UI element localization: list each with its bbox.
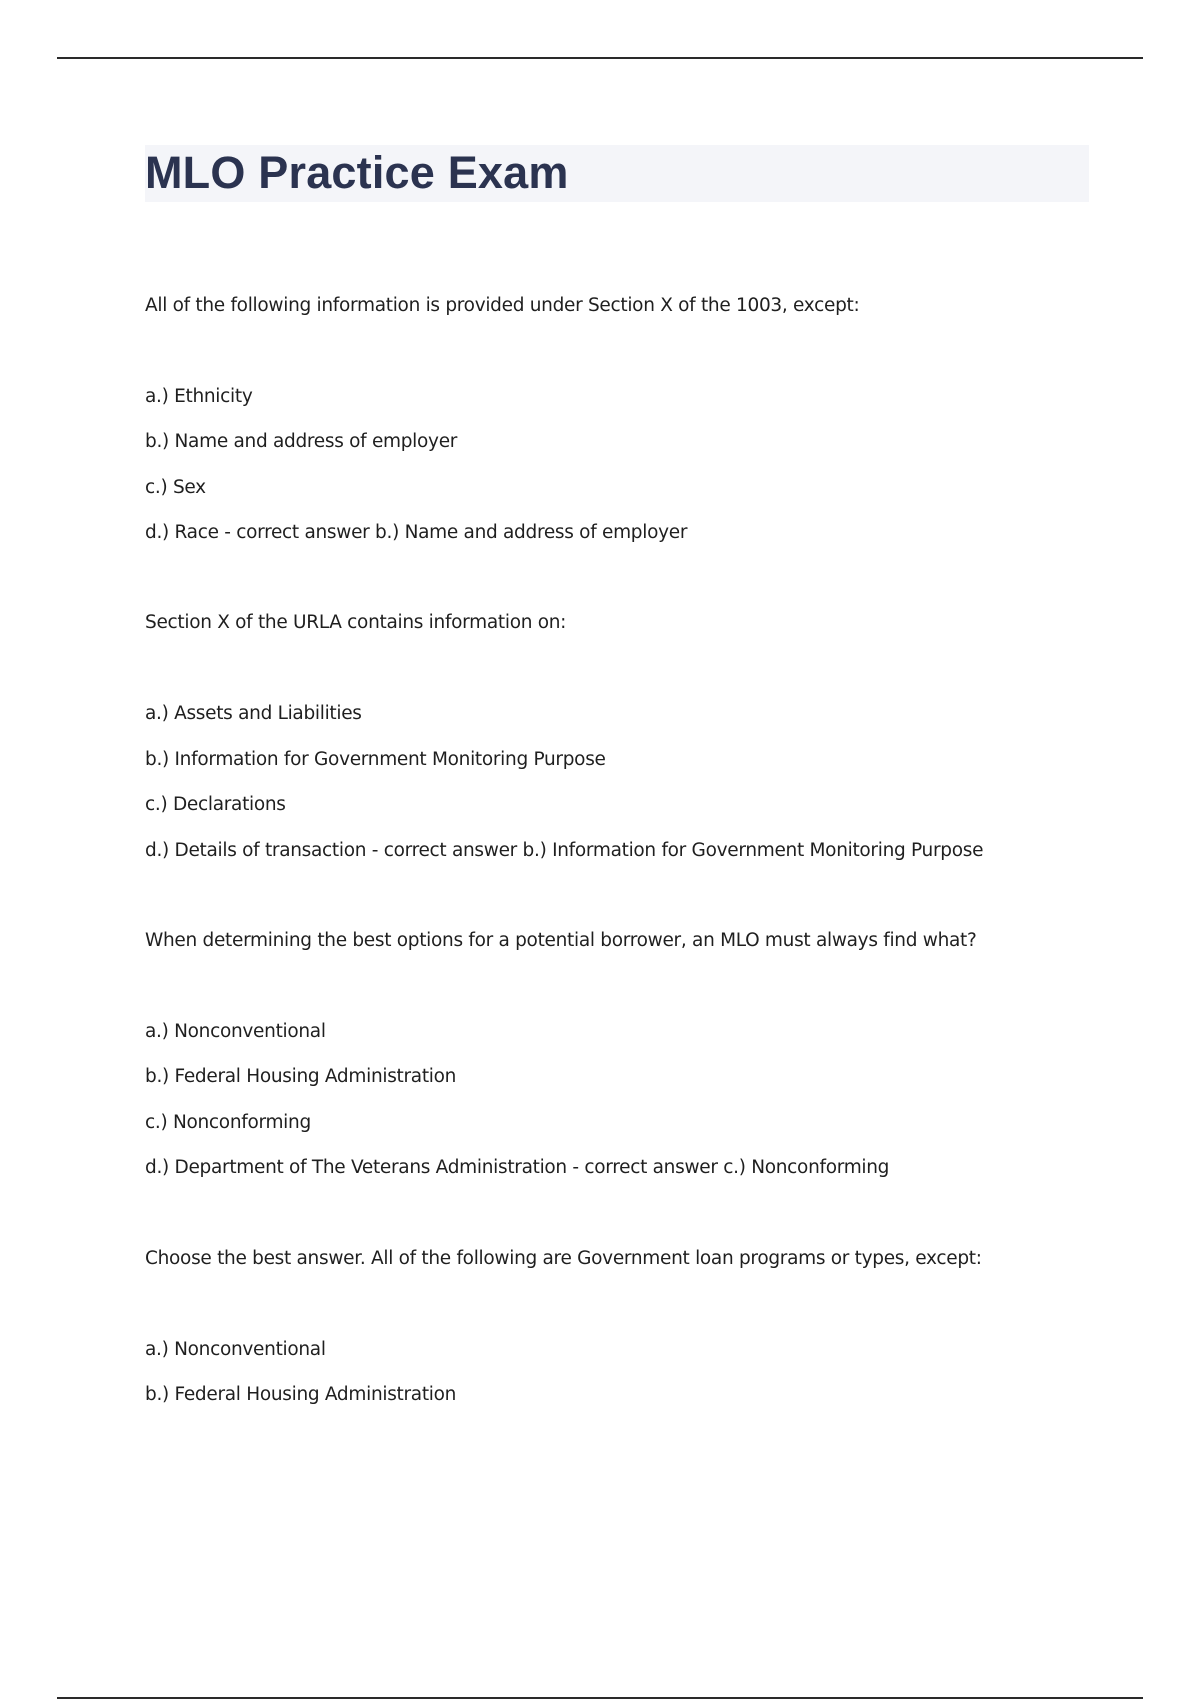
question-4-option-b: b.) Federal Housing Administration bbox=[145, 1384, 457, 1405]
question-4-prompt: Choose the best answer. All of the following are Government loan programs or types, except: bbox=[145, 1248, 982, 1269]
question-3-option-a: a.) Nonconventional bbox=[145, 1021, 326, 1042]
question-2-option-b: b.) Information for Government Monitoring Purpose bbox=[145, 749, 606, 770]
question-3-option-b: b.) Federal Housing Administration bbox=[145, 1066, 457, 1087]
question-3-prompt: When determining the best options for a potential borrower, an MLO must always find what? bbox=[145, 930, 977, 951]
question-2-option-d: d.) Details of transaction - correct answer b.) Information for Government Monitoring Purpose bbox=[145, 840, 984, 861]
question-1-option-a: a.) Ethnicity bbox=[145, 386, 253, 407]
question-2-option-a: a.) Assets and Liabilities bbox=[145, 703, 362, 724]
question-4-option-a: a.) Nonconventional bbox=[145, 1339, 326, 1360]
question-2-prompt: Section X of the URLA contains information on: bbox=[145, 612, 567, 633]
top-rule bbox=[57, 57, 1143, 59]
question-1-option-c: c.) Sex bbox=[145, 477, 206, 498]
question-3-option-d: d.) Department of The Veterans Administration - correct answer c.) Nonconforming bbox=[145, 1157, 890, 1178]
page-title: MLO Practice Exam bbox=[145, 147, 569, 198]
question-3-option-c: c.) Nonconforming bbox=[145, 1112, 311, 1133]
question-1-option-b: b.) Name and address of employer bbox=[145, 431, 458, 452]
bottom-rule bbox=[57, 1697, 1143, 1699]
question-1-option-d: d.) Race - correct answer b.) Name and address of employer bbox=[145, 522, 688, 543]
question-2-option-c: c.) Declarations bbox=[145, 794, 286, 815]
question-1-prompt: All of the following information is provided under Section X of the 1003, except: bbox=[145, 295, 860, 316]
